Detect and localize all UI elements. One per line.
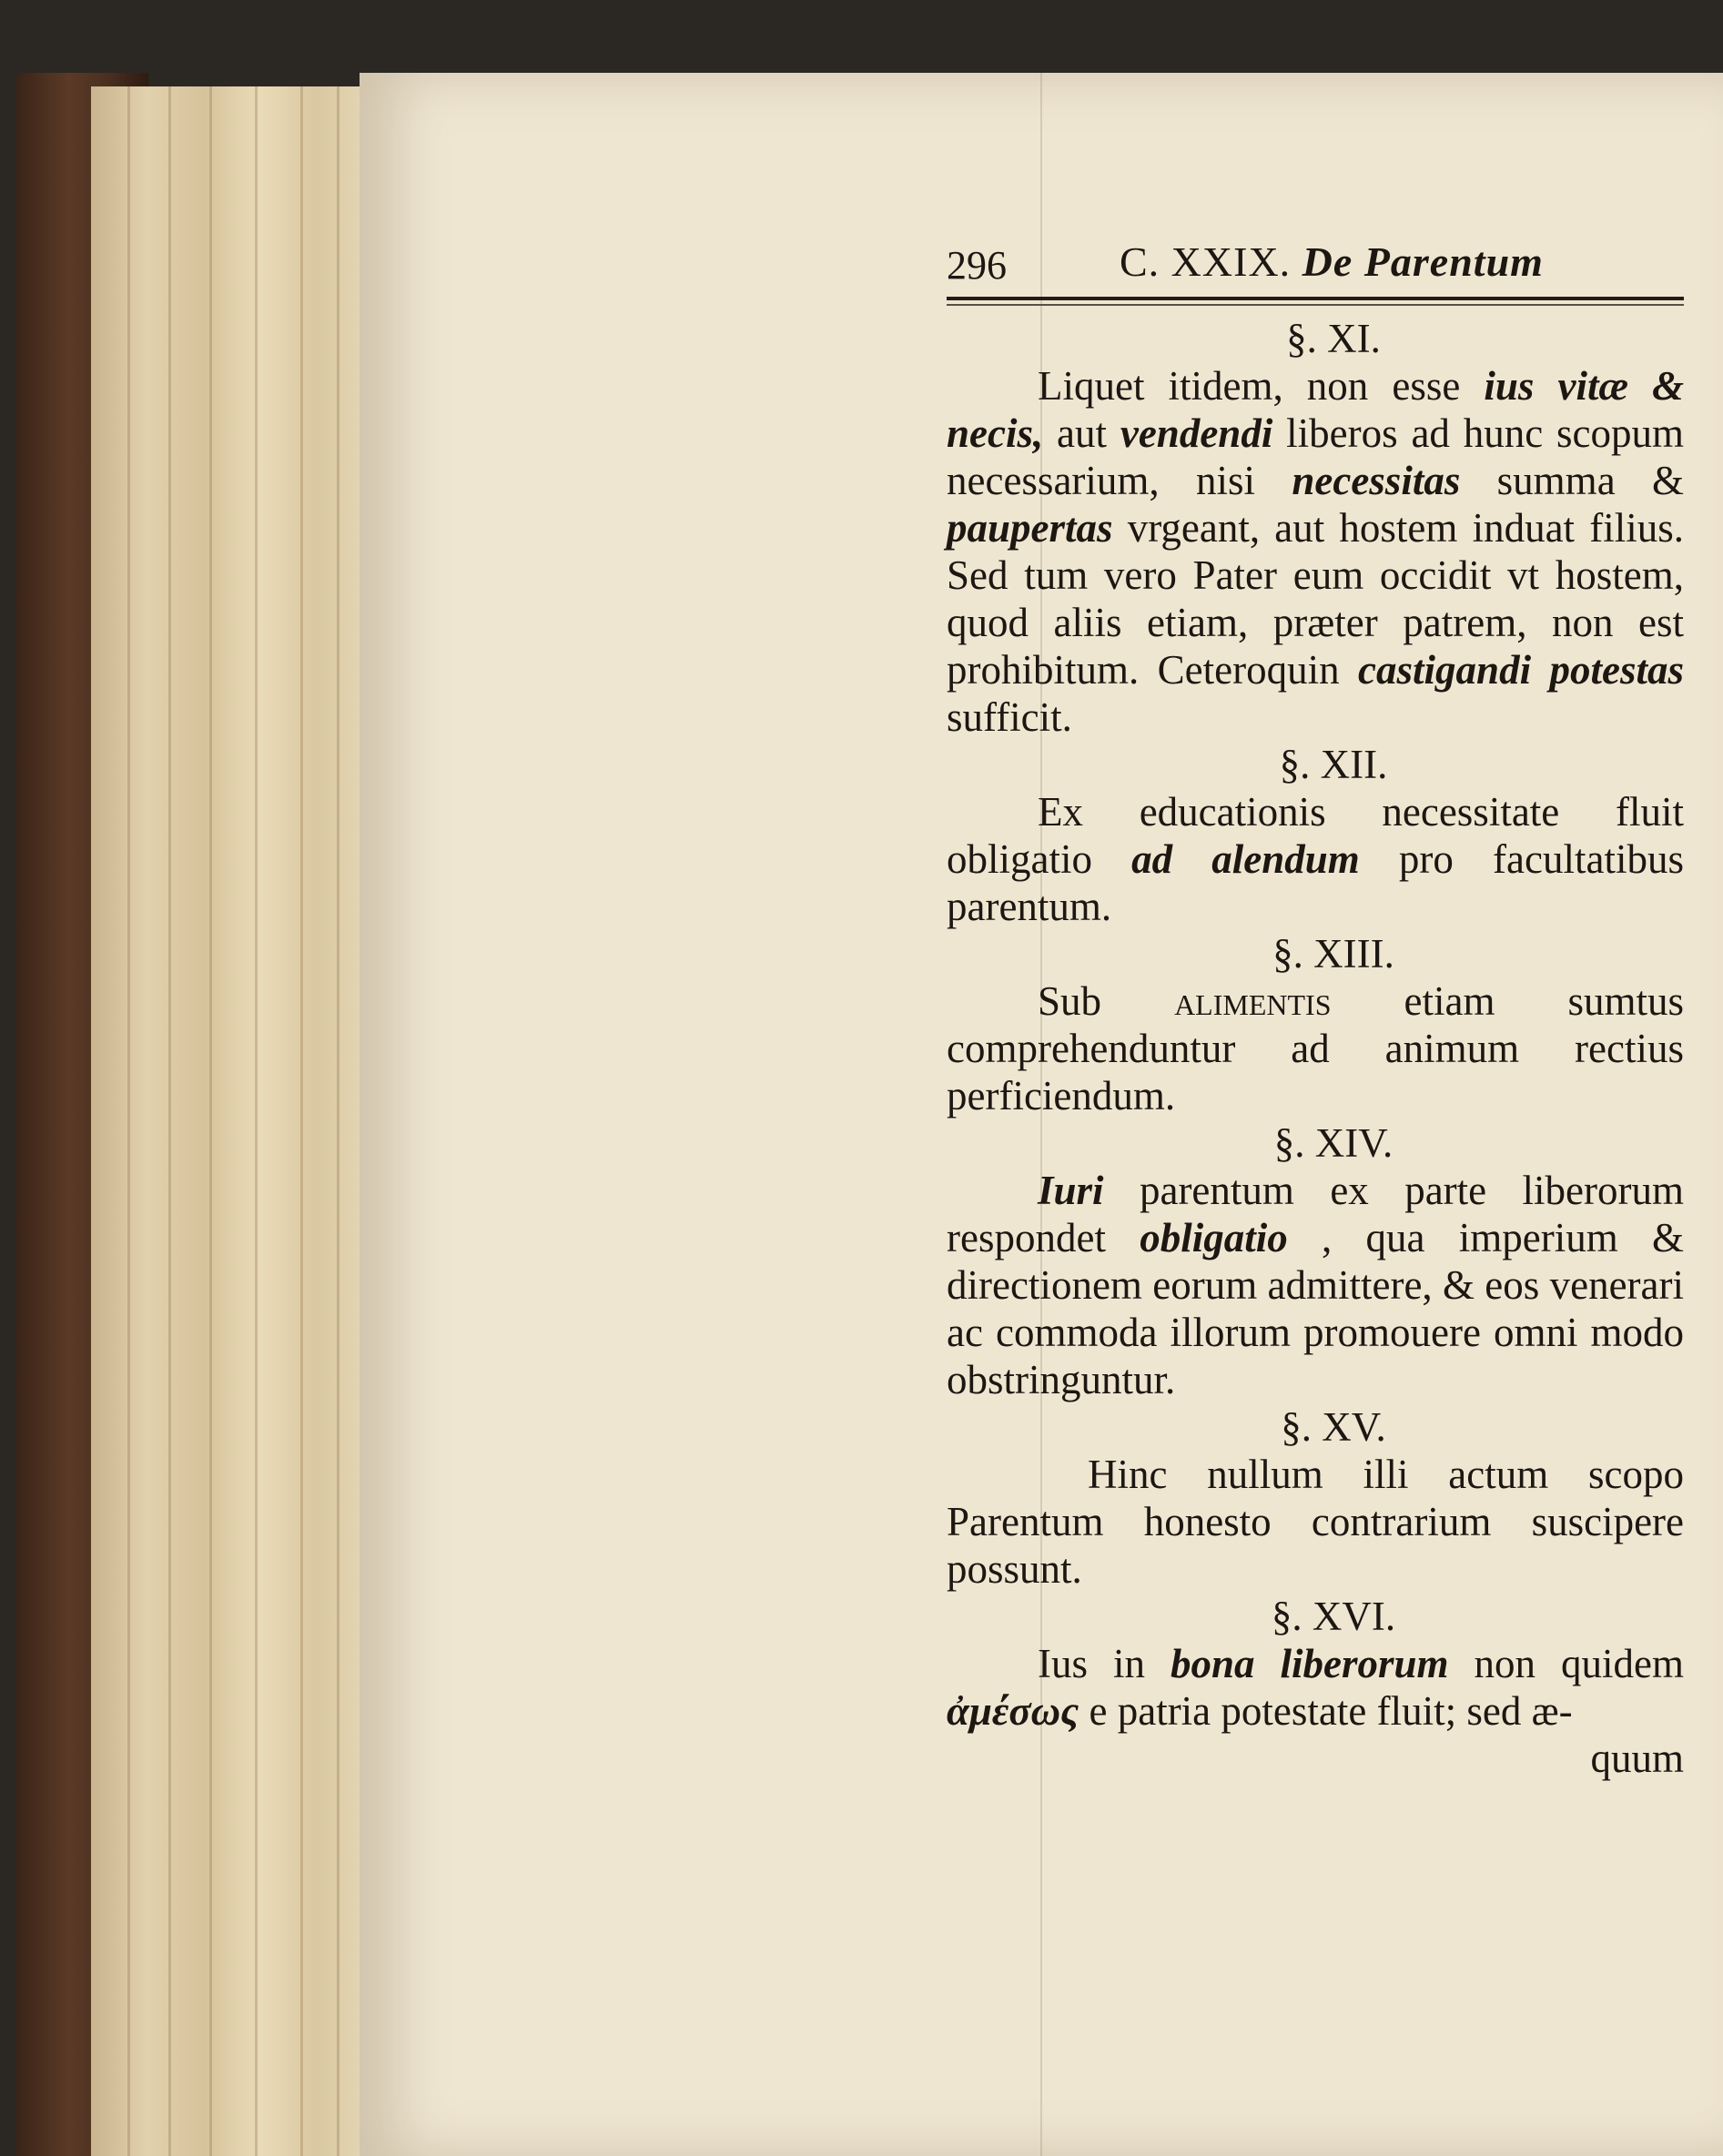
page-header <box>947 235 1684 300</box>
italic-run: paupertas <box>947 505 1113 551</box>
running-head <box>1120 238 1544 286</box>
page-number: 296 <box>947 243 1007 288</box>
italic-run: ἀμέσως <box>947 1688 1079 1734</box>
small-caps-run: alimentis <box>1174 978 1332 1024</box>
text-run: aut <box>1043 410 1120 456</box>
running-head-chapter: C. XXIX. <box>1120 238 1292 285</box>
section-paragraph <box>947 362 1684 741</box>
text-run: e patria potestate fluit; sed æ- <box>1079 1688 1573 1734</box>
italic-run: necessitas <box>1292 458 1461 503</box>
text-run: summa & <box>1460 458 1684 503</box>
italic-run: Iuri <box>1038 1168 1104 1213</box>
catchword: quum <box>1590 1736 1684 1781</box>
section-mark: §. XII. <box>1279 742 1388 787</box>
header-rule <box>947 304 1684 306</box>
page-text <box>947 235 1684 1782</box>
section-paragraph <box>947 788 1684 930</box>
text-run: etiam sumtus comprehenduntur ad animum rectius perficiendum. <box>947 978 1685 1118</box>
italic-run: ad alendum <box>1131 836 1360 882</box>
text-run: Hinc nullum illi actum scopo Parentum honesto contrarium suscipere possunt. <box>947 1452 1684 1592</box>
italic-run: castigandi potestas <box>1358 647 1684 693</box>
italic-run: ius vitæ & necis, <box>947 363 1684 456</box>
page-block-edge <box>91 86 373 2156</box>
text-run: Ex educationis necessitate fluit obligatio <box>947 789 1684 882</box>
section-mark: §. XIV. <box>1273 1120 1394 1166</box>
text-run: vrgeant, aut hostem induat filius. Sed tum vero Pater eum occidit vt hostem, quod aliis etiam, præter patrem, non est prohibitum. Ceteroquin <box>947 505 1684 693</box>
text-run: Sub <box>1038 978 1175 1024</box>
section-paragraph <box>947 977 1684 1119</box>
section-paragraph <box>947 1167 1684 1403</box>
text-run: parentum ex parte liberorum respondet <box>947 1168 1684 1260</box>
section-paragraph <box>947 1640 1684 1735</box>
section-mark: §. XIII. <box>1272 931 1394 977</box>
text-run: sufficit. <box>947 694 1072 740</box>
italic-run: bona liberorum <box>1170 1641 1449 1686</box>
text-run: liberos ad hunc scopum necessarium, nisi <box>947 410 1684 503</box>
text-run: pro facultatibus parentum. <box>947 836 1684 929</box>
text-run: non quidem <box>1448 1641 1685 1686</box>
text-run: , qua imperium & directionem eorum admittere, & eos venerari ac commoda illorum promouere omni modo obstringuntur. <box>947 1215 1684 1402</box>
text-run: Ius in <box>1038 1641 1171 1686</box>
section-mark: §. XI. <box>1286 316 1381 361</box>
italic-run: obligatio <box>1140 1215 1288 1260</box>
running-head-title: De Parentum <box>1302 238 1544 285</box>
section-mark: §. XV. <box>1281 1404 1386 1450</box>
section-mark: §. XVI. <box>1271 1594 1396 1639</box>
sections <box>947 315 1684 1735</box>
section-paragraph <box>947 1451 1684 1593</box>
text-run: Liquet itidem, non esse <box>1038 363 1485 409</box>
italic-run: vendendi <box>1120 410 1273 456</box>
